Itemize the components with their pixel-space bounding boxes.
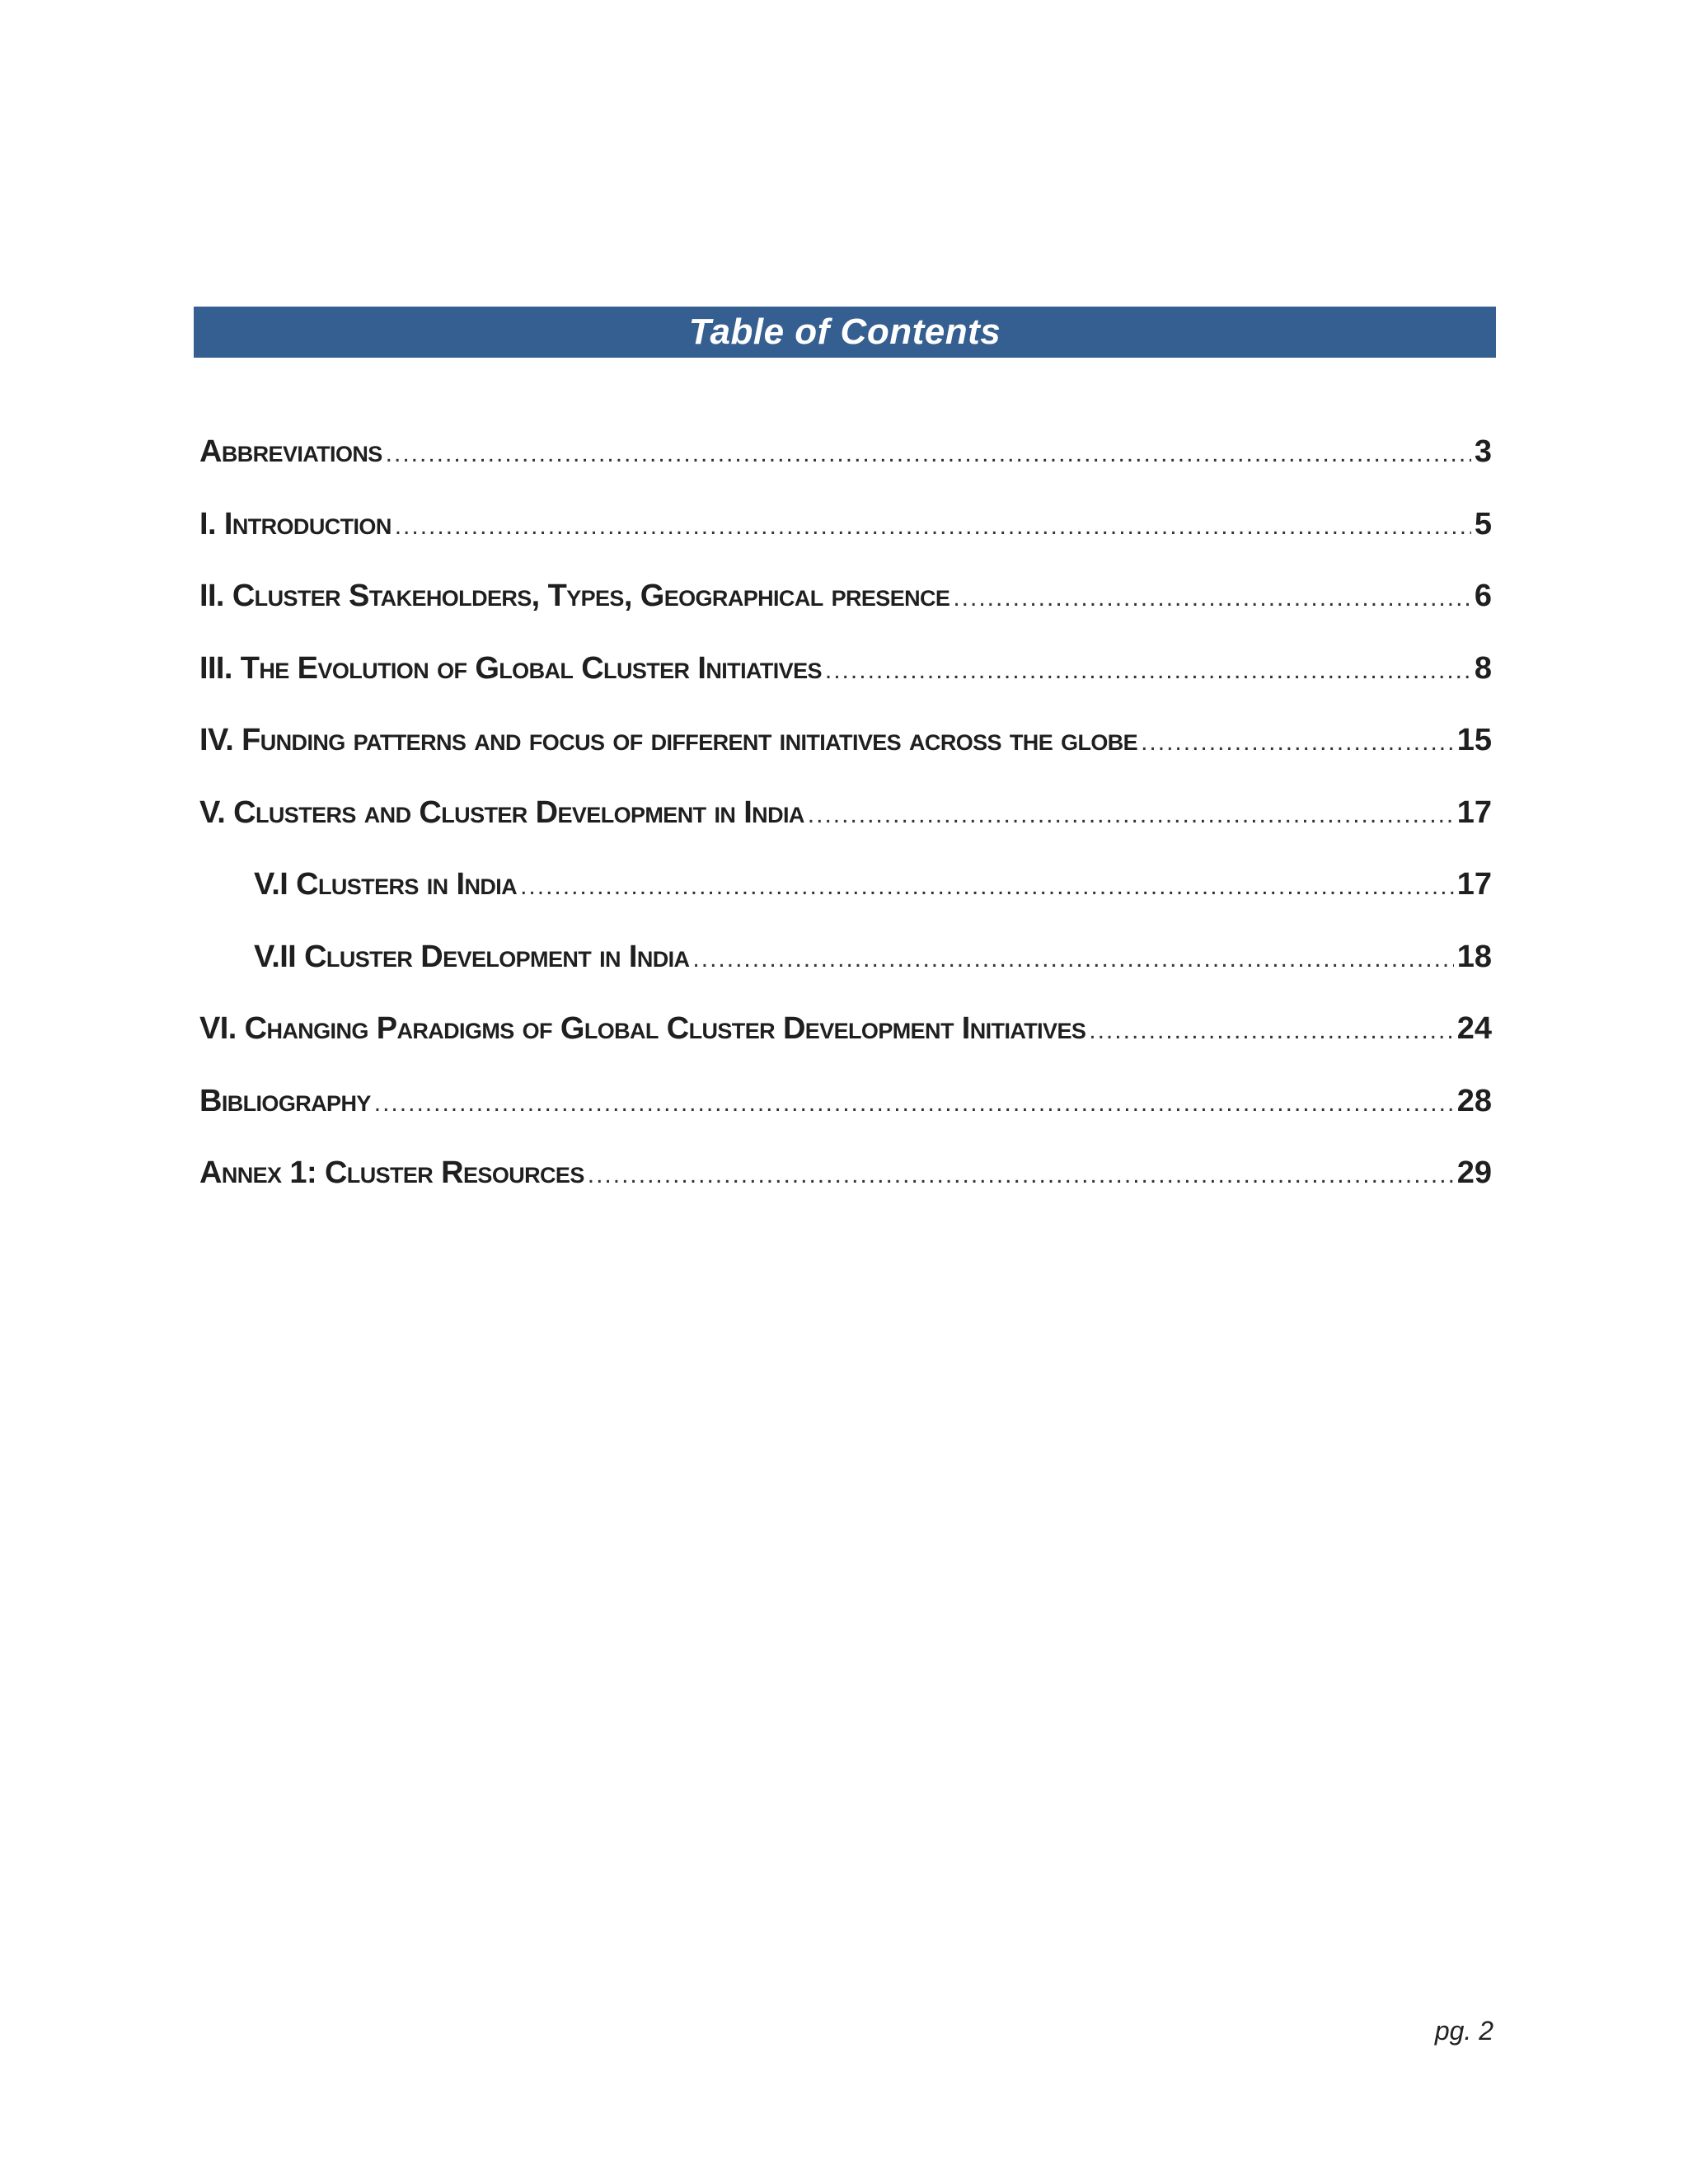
toc-entry-label: V.I Clusters in India xyxy=(254,867,518,902)
toc-dot-leader xyxy=(953,584,1471,612)
toc-entry-label: VI. Changing Paradigms of Global Cluster Development Initiatives xyxy=(199,1011,1086,1046)
toc-entry-label: III. The Evolution of Global Cluster Initiatives xyxy=(199,650,822,686)
toc-entry-page: 5 xyxy=(1474,506,1492,541)
toc-dot-leader xyxy=(588,1161,1454,1189)
toc-subentry-clusters-in-india[interactable] xyxy=(199,867,1492,940)
toc-entry-page: 17 xyxy=(1456,794,1492,830)
toc-list xyxy=(199,434,1492,1228)
toc-dot-leader xyxy=(808,801,1454,829)
toc-entry-annex-1[interactable] xyxy=(199,1155,1492,1228)
toc-dot-leader xyxy=(395,513,1471,541)
toc-entry-page: 24 xyxy=(1456,1011,1492,1046)
toc-entry-label: Annex 1: Cluster Resources xyxy=(199,1155,584,1190)
toc-entry-introduction[interactable] xyxy=(199,507,1492,579)
toc-entry-label: I. Introduction xyxy=(199,506,392,541)
toc-dot-leader xyxy=(1089,1017,1453,1045)
toc-entry-label: Bibliography xyxy=(199,1083,371,1118)
toc-entry-cluster-stakeholders[interactable] xyxy=(199,579,1492,651)
toc-entry-bibliography[interactable] xyxy=(199,1084,1492,1156)
toc-dot-leader xyxy=(825,657,1471,685)
toc-entry-evolution[interactable] xyxy=(199,651,1492,724)
toc-entry-page: 17 xyxy=(1456,867,1492,902)
toc-entry-label: V.II Cluster Development in India xyxy=(254,939,690,974)
toc-entry-page: 15 xyxy=(1456,723,1492,757)
page-number: pg. 2 xyxy=(1434,2016,1493,2046)
toc-entry-page: 3 xyxy=(1474,434,1492,469)
toc-entry-label: V. Clusters and Cluster Development in India xyxy=(199,794,804,830)
toc-dot-leader xyxy=(374,1090,1454,1118)
toc-dot-leader xyxy=(1141,729,1454,757)
toc-dot-leader xyxy=(520,873,1454,901)
toc-entry-funding-patterns[interactable] xyxy=(199,723,1492,795)
toc-title: Table of Contents xyxy=(688,312,1001,352)
toc-entry-page: 28 xyxy=(1456,1083,1492,1118)
toc-entry-label: Abbreviations xyxy=(199,434,382,469)
toc-entry-label: IV. Funding patterns and focus of different initiatives across the globe xyxy=(199,723,1138,757)
toc-entry-page: 29 xyxy=(1456,1155,1492,1190)
toc-entry-abbreviations[interactable] xyxy=(199,434,1492,507)
toc-entry-page: 18 xyxy=(1456,939,1492,974)
toc-entry-clusters-india[interactable] xyxy=(199,795,1492,868)
toc-entry-changing-paradigms[interactable] xyxy=(199,1011,1492,1084)
toc-dot-leader xyxy=(386,440,1471,468)
toc-dot-leader xyxy=(692,945,1453,973)
toc-entry-page: 8 xyxy=(1474,650,1492,686)
toc-entry-page: 6 xyxy=(1474,579,1492,613)
toc-entry-label: II. Cluster Stakeholders, Types, Geographical presence xyxy=(199,579,950,613)
toc-subentry-cluster-development[interactable] xyxy=(199,940,1492,1012)
toc-title-banner xyxy=(194,307,1496,358)
